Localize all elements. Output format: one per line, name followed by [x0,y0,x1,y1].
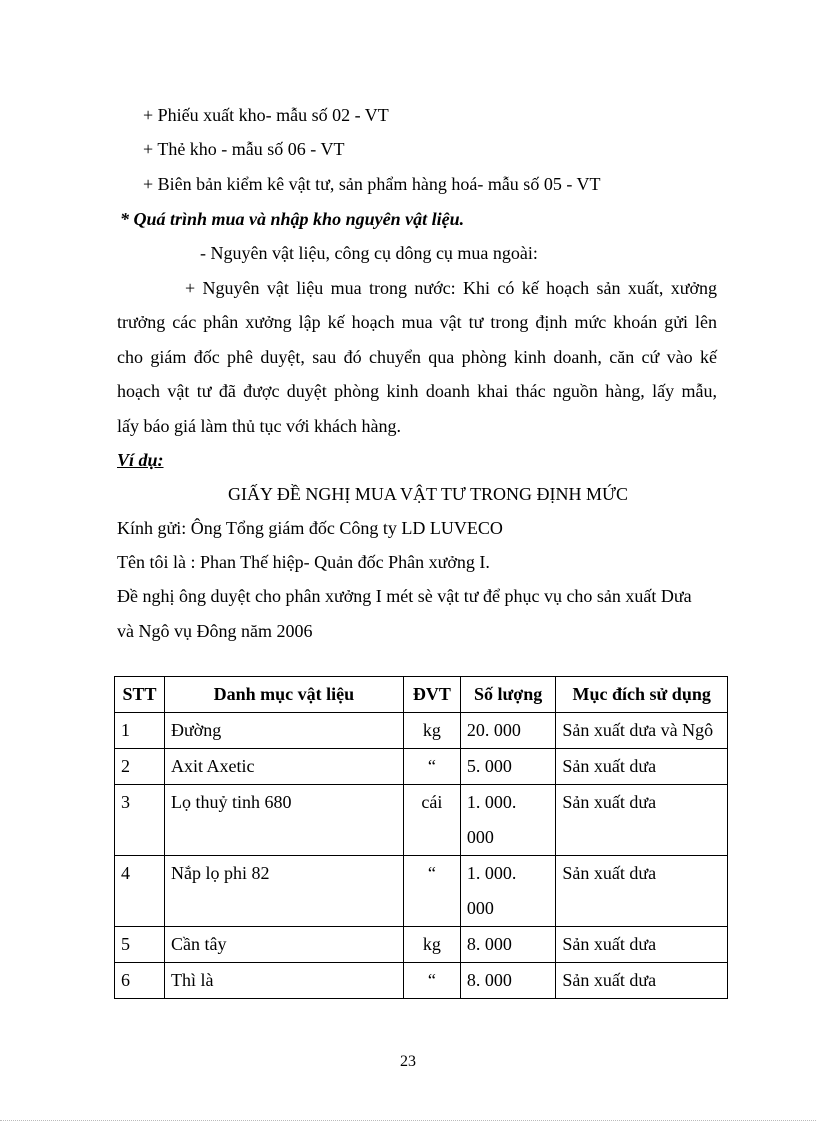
paragraph-line-4: hoạch vật tư đã được duyệt phòng kinh doanh khai thác nguồn hàng, lấy mẫu, [117,381,717,401]
form-title: GIẤY ĐỀ NGHỊ MUA VẬT TƯ TRONG ĐỊNH MỨC [228,484,628,504]
cell-quantity: 20. 000 [460,713,556,749]
materials-request-table [114,676,728,999]
cell-material-name: Thì là [164,963,403,999]
cell-material-name: Cần tây [164,927,403,963]
cell-quantity: 8. 000 [460,963,556,999]
sub-heading-purchased-materials: - Nguyên vật liệu, công cụ dông cụ mua ngoài: [200,243,538,263]
header-unit: ĐVT [403,677,460,713]
cell-quantity: 8. 000 [460,927,556,963]
cell-unit: “ [403,749,460,785]
header-quantity: Số lượng [460,677,556,713]
cell-unit: “ [403,856,460,927]
cell-purpose: Sản xuất dưa [556,927,728,963]
cell-material-name: Lọ thuỷ tinh 680 [164,785,403,856]
page-bottom-divider [0,1120,816,1121]
cell-unit: kg [403,927,460,963]
cell-stt: 3 [115,785,165,856]
cell-stt: 2 [115,749,165,785]
form-list-item-stock-card: + Thẻ kho - mẫu số 06 - VT [143,139,345,159]
cell-material-name: Nắp lọ phi 82 [164,856,403,927]
table-header-row [115,677,728,713]
quantity-line-1: 1. 000. [466,863,517,883]
paragraph-line-1: + Nguyên vật liệu mua trong nước: Khi có kế hoạch sản xuất, xưởng [185,278,717,298]
header-stt: STT [115,677,165,713]
cell-material-name: Đường [164,713,403,749]
cell-unit: cái [403,785,460,856]
cell-material-name: Axit Axetic [164,749,403,785]
request-line-1: Đề nghị ông duyệt cho phân xưởng I mét sè vật tư để phục vụ cho sản xuất Dưa [117,586,692,606]
addressee-line: Kính gửi: Ông Tổng giám đốc Công ty LD LUVECO [117,518,503,538]
paragraph-line-2: trưởng các phân xưởng lập kế hoạch mua vật tư trong định mức khoán gửi lên [117,312,717,332]
paragraph-line-3: cho giám đốc phê duyệt, sau đó chuyển qua phòng kinh doanh, căn cứ vào kế [117,347,717,367]
table-row [115,713,728,749]
table-row [115,927,728,963]
form-list-item-inventory-report: + Biên bản kiểm kê vật tư, sản phẩm hàng hoá- mẫu số 05 - VT [143,174,601,194]
paragraph-line-5: lấy báo giá làm thủ tục với khách hàng. [117,416,401,436]
header-material-name: Danh mục vật liệu [164,677,403,713]
form-list-item-export-slip: + Phiếu xuất kho- mẫu số 02 - VT [143,105,389,125]
table-row [115,749,728,785]
cell-quantity [460,856,556,927]
cell-unit: kg [403,713,460,749]
table-row [115,856,728,927]
quantity-line-1: 1. 000. [466,792,517,812]
header-purpose: Mục đích sử dụng [556,677,728,713]
table-row [115,963,728,999]
request-line-2: và Ngô vụ Đông năm 2006 [117,621,313,641]
requester-line: Tên tôi là : Phan Thế hiệp- Quản đốc Phân xưởng I. [117,552,490,572]
cell-quantity: 5. 000 [460,749,556,785]
table-row [115,785,728,856]
cell-purpose: Sản xuất dưa [556,785,728,856]
cell-unit: “ [403,963,460,999]
cell-purpose: Sản xuất dưa [556,963,728,999]
cell-purpose: Sản xuất dưa và Ngô [556,713,728,749]
page-number: 23 [400,1053,416,1070]
quantity-line-2: 000 [466,827,494,847]
cell-stt: 5 [115,927,165,963]
quantity-line-2: 000 [466,898,494,918]
cell-stt: 4 [115,856,165,927]
cell-purpose: Sản xuất dưa [556,749,728,785]
cell-stt: 1 [115,713,165,749]
cell-purpose: Sản xuất dưa [556,856,728,927]
section-heading-process: * Quá trình mua và nhập kho nguyên vật liệu. [120,209,465,229]
cell-quantity [460,785,556,856]
example-label: Ví dụ: [117,450,164,470]
cell-stt: 6 [115,963,165,999]
